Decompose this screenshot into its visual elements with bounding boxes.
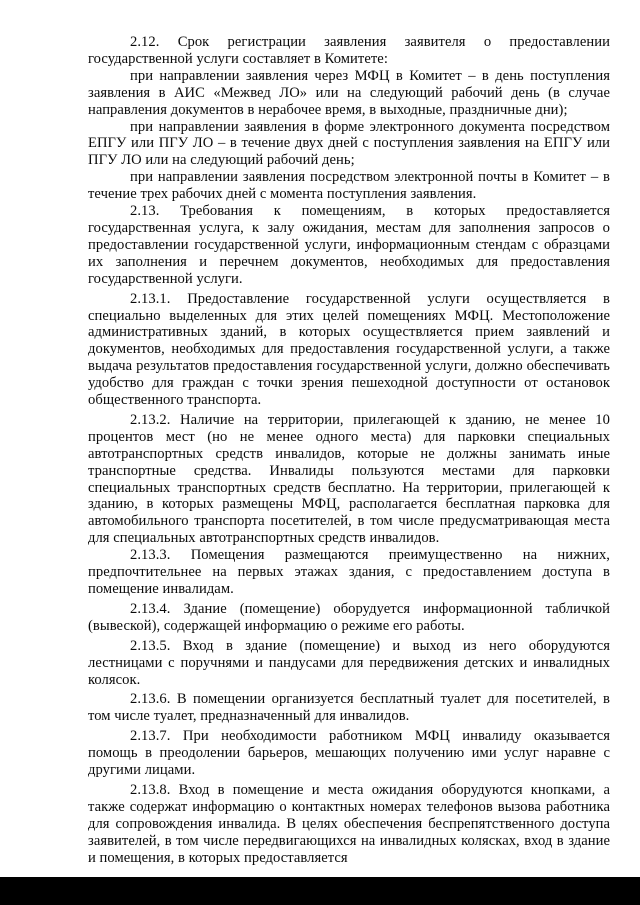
paragraph-2-13-7: 2.13.7. При необходимости работником МФЦ инвалиду оказывается помощь в преодолении барьеров, мешающих получению ими услуг наравне с другими лицами.	[88, 728, 610, 779]
paragraph-2-13-8: 2.13.8. Вход в помещение и места ожидания оборудуются кнопками, а также содержат информацию о контактных номерах телефонов вызова работника для сопровождения инвалида. В целях обеспечения беспрепятственного доступа заявителей, в том числе передвигающихся на инвалидных колясках, вход в здание и помещения, в которых предоставляется	[88, 781, 610, 866]
paragraph-2-13: 2.13. Требования к помещениям, в которых предоставляется государственная услуга, к залу ожидания, местам для заполнения запросов о предоставлении государственной услуги, информационным стендам с образцами их заполнения и перечнем документов, необходимых для предоставления государственной услуги.	[88, 203, 610, 287]
document-page	[88, 34, 610, 867]
paragraph-2-13-3: 2.13.3. Помещения размещаются преимущественно на нижних, предпочтительнее на первых этажах здания, с предоставлением доступа в помещение инвалидам.	[88, 547, 610, 597]
paragraph-2-13-4: 2.13.4. Здание (помещение) оборудуется информационной табличкой (вывеской), содержащей информацию о режиме его работы.	[88, 600, 610, 634]
scan-bottom-border	[0, 877, 640, 905]
paragraph-2-12: 2.12. Срок регистрации заявления заявителя о предоставлении государственной услуги составляет в Комитете:	[88, 34, 610, 67]
paragraph-2-13-1: 2.13.1. Предоставление государственной услуги осуществляется в специально выделенных для этих целей помещениях МФЦ. Местоположение административных зданий, в которых осуществляется прием заявлений и документов, необходимых для предоставления государственной услуги, а также выдача результатов предоставления государственной услуги, должно обеспечивать удобство для граждан с точки зрения пешеходной доступности от остановок общественного транспорта.	[88, 290, 610, 409]
paragraph-2-13-2: 2.13.2. Наличие на территории, прилегающей к зданию, не менее 10 процентов мест (но не менее одного места) для парковки специальных автотранспортных средств инвалидов, которые не должны занимать иные транспортные средства. Инвалиды пользуются местами для парковки специальных транспортных средств бесплатно. На территории, прилегающей к зданию, в которых размещены МФЦ, располагается бесплатная парковка для автомобильного транспорта посетителей, в том числе предусматривающая места для специальных автотранспортных средств инвалидов.	[88, 411, 610, 547]
paragraph-2-13-5: 2.13.5. Вход в здание (помещение) и выход из него оборудуются лестницами с поручнями и пандусами для передвижения детских и инвалидных колясок.	[88, 637, 610, 688]
paragraph-2-13-6: 2.13.6. В помещении организуется бесплатный туалет для посетителей, в том числе туалет, предназначенный для инвалидов.	[88, 691, 610, 725]
paragraph-2-12-email: при направлении заявления посредством электронной почты в Комитет – в течение трех рабочих дней с момента поступления заявления.	[88, 169, 610, 203]
paragraph-2-12-epgu: при направлении заявления в форме электронного документа посредством ЕПГУ или ПГУ ЛО – в течение двух дней с поступления заявления на ЕПГУ или ПГУ ЛО или на следующий рабочий день;	[88, 118, 610, 169]
paragraph-2-12-mfc: при направлении заявления через МФЦ в Комитет – в день поступления заявления в АИС «Межвед ЛО» или на следующий рабочий день (в случае направления документов в нерабочее время, в выходные, праздничные дни);	[88, 67, 610, 118]
